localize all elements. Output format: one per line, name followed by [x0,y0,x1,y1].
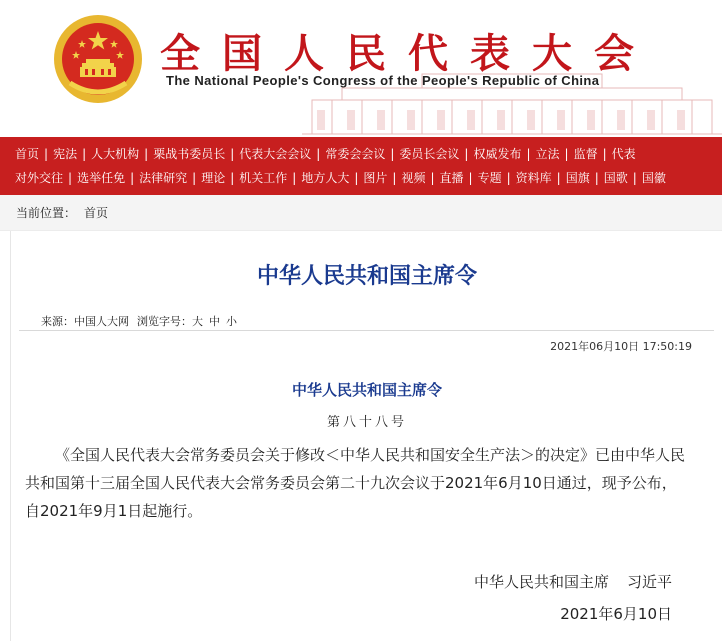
main-nav [0,137,722,195]
nav-separator: | [392,171,397,185]
nav-separator: | [506,171,511,185]
article-paragraph: 《全国人民代表大会常务委员会关于修改＜中华人民共和国安全生产法＞的决定》已由中华人民共和国第十三届全国人民代表大会常务委员会第二十九次会议于2021年6月10日通过，现予公布，自2021年9月1日起施行。 [25,446,686,520]
breadcrumb-home-link[interactable]: 首页 [84,206,109,220]
nav-separator: | [230,147,235,161]
nav-item[interactable]: 资料库 [515,171,552,185]
nav-separator: | [44,147,49,161]
signer-title: 中华人民共和国主席 [473,573,609,591]
breadcrumb-label: 当前位置： [16,206,77,220]
nav-item[interactable]: 国歌 [603,171,628,185]
source-label: 来源： [41,314,74,328]
nav-separator: | [354,171,359,185]
nav-item[interactable]: 立法 [535,147,560,161]
sign-date: 2021年6月10日 [560,605,672,623]
breadcrumb [0,195,722,231]
nav-item[interactable]: 机关工作 [239,171,288,185]
nav-item[interactable]: 理论 [201,171,226,185]
article-meta-bar [19,311,714,331]
nav-separator: | [468,171,473,185]
nav-item[interactable]: 视频 [401,171,426,185]
font-size-label: 浏览字号： [137,314,192,328]
nav-row-1 [15,142,722,166]
nav-item[interactable]: 栗战书委员长 [153,147,226,161]
nav-separator: | [82,147,87,161]
nav-item[interactable]: 人大机构 [91,147,140,161]
nav-item[interactable]: 委员长会议 [399,147,460,161]
nav-separator: | [526,147,531,161]
nav-item[interactable]: 图片 [363,171,388,185]
site-header [0,0,722,137]
nav-separator: | [602,147,607,161]
font-size-large-button[interactable]: 大 [192,314,203,328]
nav-item[interactable]: 代表 [611,147,636,161]
nav-separator: | [68,171,73,185]
nav-separator: | [230,171,235,185]
nav-separator: | [192,171,197,185]
nav-item[interactable]: 选举任免 [77,171,126,185]
nav-item[interactable]: 宪法 [53,147,78,161]
article [10,231,722,641]
order-title: 中华人民共和国主席令 [291,381,442,399]
nav-item[interactable]: 代表大会会议 [239,147,312,161]
national-emblem-icon[interactable] [52,13,144,105]
nav-item[interactable]: 权威发布 [473,147,522,161]
nav-separator: | [556,171,561,185]
page-title: 中华人民共和国主席令 [256,264,477,289]
nav-separator: | [390,147,395,161]
nav-separator: | [464,147,469,161]
nav-item[interactable]: 监督 [573,147,598,161]
nav-separator: | [632,171,637,185]
nav-separator: | [316,147,321,161]
nav-item[interactable]: 国徽 [641,171,666,185]
article-body [25,441,686,525]
nav-separator: | [130,171,135,185]
signer-block [474,571,672,592]
nav-item[interactable]: 地方人大 [301,171,350,185]
nav-separator: | [144,147,149,161]
nav-row-2 [15,166,722,190]
nav-item[interactable]: 首页 [15,147,40,161]
site-title-cn: 全国人民代表大会 [160,31,656,77]
nav-item[interactable]: 对外交往 [15,171,64,185]
nav-separator: | [292,171,297,185]
nav-separator: | [430,171,435,185]
nav-item[interactable]: 法律研究 [139,171,188,185]
nav-separator: | [594,171,599,185]
site-title-en: The National People's Congress of the People's Republic of China [166,73,600,88]
source-value: 中国人大网 [74,314,129,328]
nav-item[interactable]: 常委会会议 [325,147,386,161]
nav-item[interactable]: 直播 [439,171,464,185]
publish-timestamp: 2021年06月10日 17:50:19 [550,340,692,353]
font-size-medium-button[interactable]: 中 [209,314,220,328]
order-number: 第八十八号 [326,415,407,430]
nav-item[interactable]: 专题 [477,171,502,185]
nav-separator: | [564,147,569,161]
font-size-small-button[interactable]: 小 [226,314,237,328]
nav-item[interactable]: 国旗 [565,171,590,185]
signer-name: 习近平 [626,573,672,591]
